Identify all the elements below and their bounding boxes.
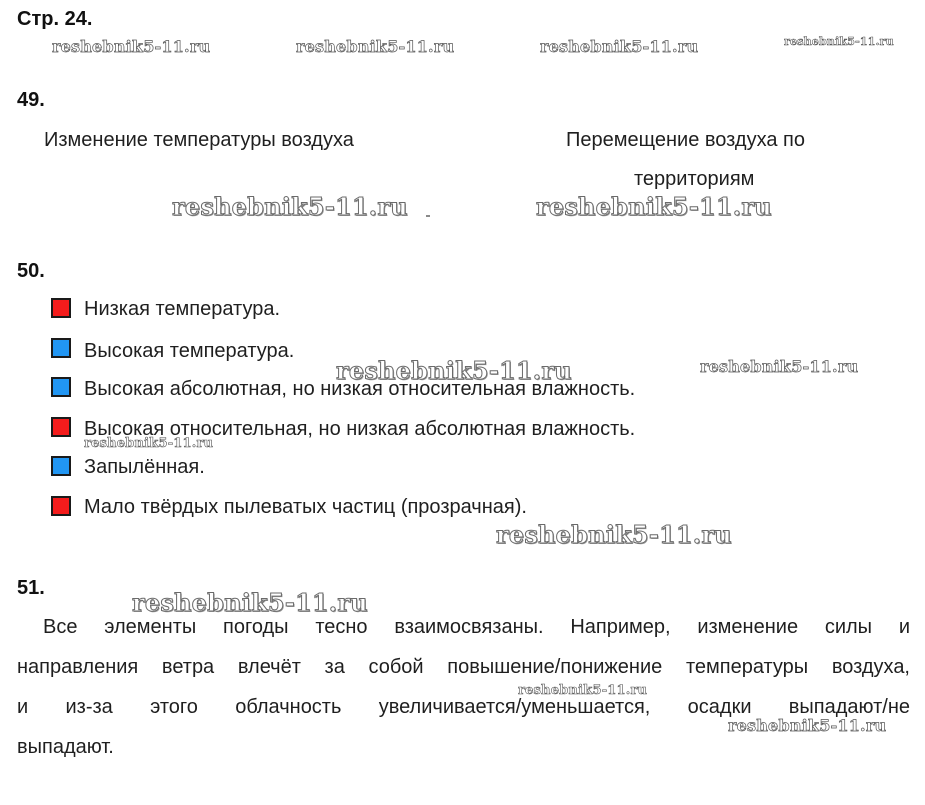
watermark: reshebnik5-11.ru: [336, 356, 572, 385]
task-49-right-answer-line1: Перемещение воздуха по: [566, 129, 805, 151]
watermark: reshebnik5-11.ru: [540, 37, 699, 56]
task-51-line: направления ветра влечёт за собой повышение/понижение температуры воздуха,: [17, 656, 910, 678]
watermark: reshebnik5-11.ru: [700, 357, 859, 376]
watermark: reshebnik5-11.ru: [496, 520, 732, 549]
task-51-line: и из-за этого облачность увеличивается/уменьшается, осадки выпадают/не: [17, 696, 910, 718]
task-51-line: Все элементы погоды тесно взаимосвязаны. Например, изменение силы и: [43, 616, 910, 638]
blue-marker: [51, 338, 71, 358]
task-50-item-label: Запылённая.: [84, 456, 205, 478]
task-49-number: 49.: [17, 89, 45, 111]
task-51-number: 51.: [17, 577, 45, 599]
task-50-item-label: Высокая абсолютная, но низкая относительная влажность.: [84, 378, 636, 400]
watermark: reshebnik5-11.ru: [296, 37, 455, 56]
watermark: reshebnik5-11.ru: [518, 683, 648, 698]
watermark: reshebnik5-11.ru: [84, 436, 214, 451]
task-50-item-label: Мало твёрдых пылеватых частиц (прозрачная).: [84, 496, 527, 518]
task-51-line: выпадают.: [17, 736, 114, 758]
task-50-number: 50.: [17, 260, 45, 282]
watermark: reshebnik5-11.ru: [132, 588, 368, 617]
watermark: reshebnik5-11.ru: [536, 192, 772, 221]
red-marker: [51, 496, 71, 516]
task-49-right-answer-line2: территориям: [634, 168, 755, 190]
task-51-answer: [17, 607, 910, 767]
red-marker: [51, 417, 71, 437]
watermark: reshebnik5-11.ru: [52, 37, 211, 56]
page-title: Стр. 24.: [17, 8, 93, 30]
watermark: reshebnik5-11.ru: [784, 35, 894, 48]
blue-marker: [51, 456, 71, 476]
red-marker: [51, 298, 71, 318]
task-50-item-label: Высокая температура.: [84, 340, 295, 362]
stray-mark: [426, 215, 430, 217]
blue-marker: [51, 377, 71, 397]
task-50-item-label: Низкая температура.: [84, 298, 281, 320]
watermark: reshebnik5-11.ru: [172, 192, 408, 221]
watermark: reshebnik5-11.ru: [728, 716, 887, 735]
task-49-left-answer: Изменение температуры воздуха: [44, 129, 354, 151]
task-50-item-label: Высокая относительная, но низкая абсолютная влажность.: [84, 418, 636, 440]
